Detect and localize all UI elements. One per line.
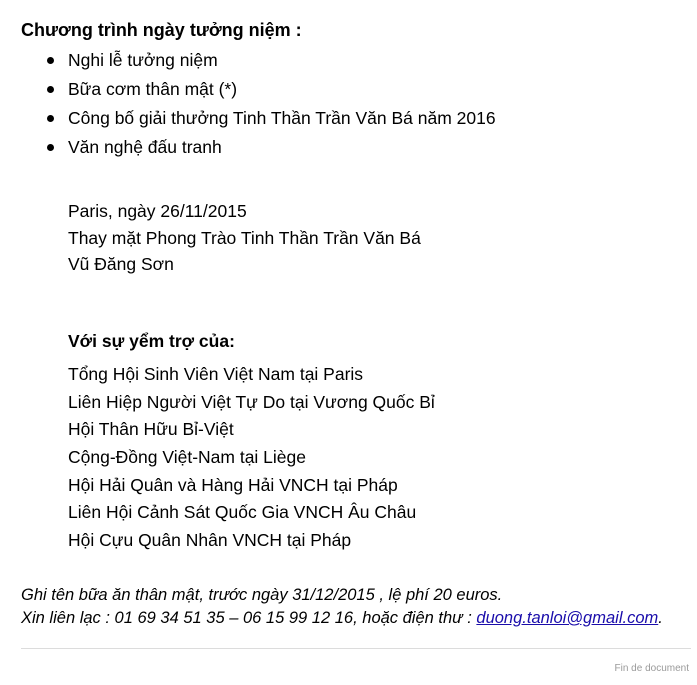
support-organization: Hội Thân Hữu Bỉ-Việt bbox=[68, 419, 234, 440]
program-item-text: Bữa cơm thân mật (*) bbox=[68, 79, 238, 99]
bullet-icon bbox=[47, 86, 54, 93]
support-organization: Hội Hải Quân và Hàng Hải VNCH tại Pháp bbox=[68, 474, 398, 495]
support-organization: Tổng Hội Sinh Viên Việt Nam tại Paris bbox=[68, 364, 364, 384]
signature-place-date: Paris, ngày 26/11/2015 bbox=[68, 201, 247, 221]
support-organization: Hội Cựu Quân Nhân VNCH tại Pháp bbox=[68, 530, 352, 551]
bullet-icon bbox=[47, 57, 54, 64]
support-organization: Liên Hiệp Người Việt Tự Do tại Vương Quốc Bỉ bbox=[68, 391, 435, 412]
registration-text: Ghi tên bữa ăn thân mật, trước ngày 31/12/2015 , lệ phí 20 euros. bbox=[21, 586, 503, 604]
contact-text: Xin liên lạc : 01 69 34 51 35 – 06 15 99 12 16, hoặc điện thư : bbox=[21, 609, 477, 627]
signature-on-behalf: Thay mặt Phong Trào Tinh Thần Trần Văn Bá bbox=[68, 227, 421, 248]
support-organization: Cộng-Đồng Việt-Nam tại Liège bbox=[68, 447, 307, 468]
program-item-text: Nghi lễ tưởng niệm bbox=[68, 50, 218, 70]
divider bbox=[21, 648, 691, 649]
end-of-document-label: Fin de document bbox=[614, 663, 689, 674]
contact-line bbox=[21, 607, 663, 630]
registration-note bbox=[21, 584, 663, 630]
signature-block bbox=[68, 198, 421, 278]
program-title: Chương trình ngày tưởng niệm : bbox=[21, 20, 302, 40]
email-link[interactable]: duong.tanloi@gmail.com bbox=[476, 609, 659, 627]
support-title: Với sự yểm trợ của: bbox=[68, 331, 235, 351]
program-item-text: Công bố giải thưởng Tinh Thần Trần Văn Bá năm 2016 bbox=[68, 108, 496, 128]
program-item-text: Văn nghệ đấu tranh bbox=[68, 137, 222, 157]
signature-name: Vũ Đăng Sơn bbox=[68, 254, 174, 274]
support-organization: Liên Hội Cảnh Sát Quốc Gia VNCH Âu Châu bbox=[68, 502, 417, 523]
bullet-icon bbox=[47, 144, 54, 151]
support-organization-list bbox=[68, 361, 435, 555]
contact-suffix: . bbox=[658, 609, 663, 627]
bullet-icon bbox=[47, 115, 54, 122]
